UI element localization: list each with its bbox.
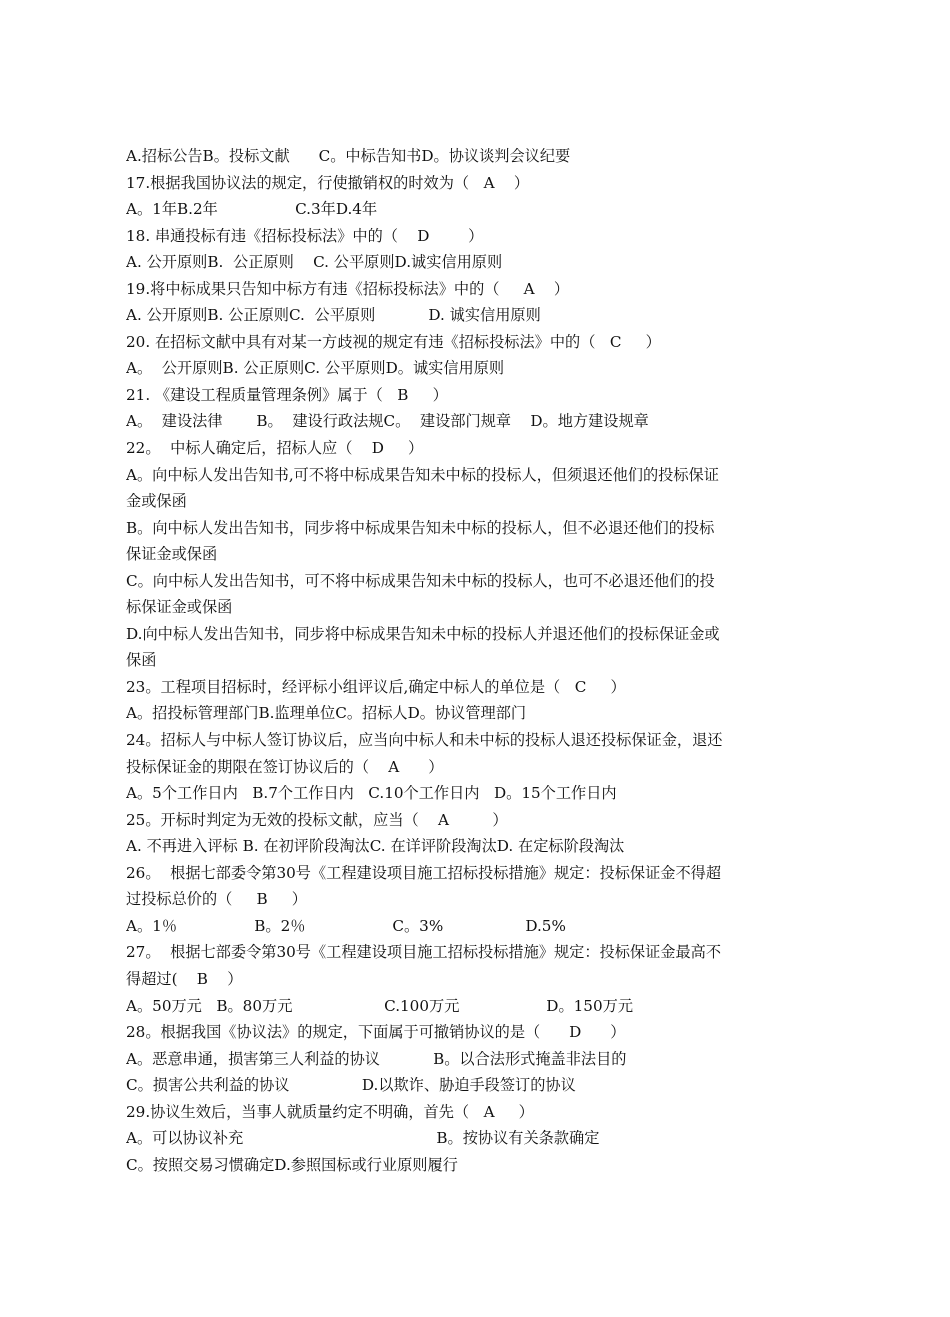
question-text-block: [126, 143, 826, 1178]
text-line: 25。开标时判定为无效的投标文献，应当（ A ）: [126, 810, 508, 829]
text-line: A。 公开原则B. 公正原则C. 公平原则D。诚实信用原则: [126, 359, 505, 378]
text-line: D.向中标人发出告知书，同步将中标成果告知未中标的投标人并退还他们的投标保证金或: [126, 624, 720, 643]
text-line: 投标保证金的期限在签订协议后的（ A ）: [126, 757, 444, 776]
text-line: C。损害公共利益的协议 D.以欺诈、胁迫手段签订的协议: [126, 1076, 576, 1095]
text-line: 24。招标人与中标人签订协议后，应当向中标人和未中标的投标人退还投标保证金，退还: [126, 731, 723, 750]
text-line: C。按照交易习惯确定D.参照国标或行业原则履行: [126, 1155, 458, 1174]
text-line: C。向中标人发出告知书，可不将中标成果告知未中标的投标人，也可不必退还他们的投: [126, 571, 715, 590]
text-line: 22。 中标人确定后，招标人应（ D ）: [126, 439, 424, 458]
text-line: A。向中标人发出告知书,可不将中标成果告知未中标的投标人，但须退还他们的投标保证: [126, 465, 719, 484]
text-line: A。50万元 B。80万元 C.100万元 D。150万元: [126, 996, 634, 1015]
text-line: 23。工程项目招标时，经评标小组评议后,确定中标人的单位是（ C ）: [126, 677, 626, 696]
text-line: A。 建设法律 B。 建设行政法规C。 建设部门规章 D。地方建设规章: [126, 412, 649, 431]
text-line: 金或保函: [126, 492, 187, 511]
text-line: A。可以协议补充 B。按协议有关条款确定: [126, 1129, 600, 1148]
text-line: 29.协议生效后，当事人就质量约定不明确，首先（ A ）: [126, 1102, 534, 1121]
text-line: 28。根据我国《协议法》的规定，下面属于可撤销协议的是（ D ）: [126, 1023, 626, 1042]
text-line: 21. 《建设工程质量管理条例》属于（ B ）: [126, 385, 448, 404]
text-line: A。恶意串通，损害第三人利益的协议 B。以合法形式掩盖非法目的: [126, 1049, 627, 1068]
text-line: 27。 根据七部委令第30号《工程建设项目施工招标投标措施》规定：投标保证金最高不: [126, 943, 722, 962]
text-line: A。1％ B。2％ C。3% D.5%: [126, 916, 566, 935]
text-line: 保函: [126, 651, 157, 670]
text-line: 26。 根据七部委令第30号《工程建设项目施工招标投标措施》规定：投标保证金不得超: [126, 863, 722, 882]
text-line: A。招投标管理部门B.监理单位C。招标人D。协议管理部门: [126, 704, 527, 723]
text-line: 18. 串通投标有违《招标投标法》中的（ D ）: [126, 226, 484, 245]
text-line: A.招标公告B。投标文献 C。中标告知书D。协议谈判会议纪要: [126, 147, 571, 165]
text-line: A。5个工作日内 B.7个工作日内 C.10个工作日内 D。15个工作日内: [126, 784, 617, 803]
text-line: 标保证金或保函: [126, 598, 233, 617]
text-line: A. 不再进入评标 B. 在初评阶段淘汰C. 在详评阶段淘汰D. 在定标阶段淘汰: [126, 837, 625, 856]
text-line: A. 公开原则B. 公正原则 C. 公平原则D.诚实信用原则: [126, 253, 503, 272]
text-line: 得超过( B ）: [126, 969, 243, 988]
text-line: 17.根据我国协议法的规定，行使撤销权的时效为（ A ）: [126, 173, 530, 192]
text-line: 19.将中标成果只告知中标方有违《招标投标法》中的（ A ）: [126, 279, 570, 298]
text-line: 保证金或保函: [126, 545, 218, 564]
text-line: 过投标总价的（ B ）: [126, 890, 307, 909]
text-line: 20. 在招标文献中具有对某一方歧视的规定有违《招标投标法》中的（ C ）: [126, 332, 661, 351]
text-line: A。1年B.2年 C.3年D.4年: [126, 200, 378, 219]
text-line: A. 公开原则B. 公正原则C. 公平原则 D. 诚实信用原则: [126, 306, 541, 325]
text-line: B。向中标人发出告知书，同步将中标成果告知未中标的投标人，但不必退还他们的投标: [126, 518, 715, 537]
